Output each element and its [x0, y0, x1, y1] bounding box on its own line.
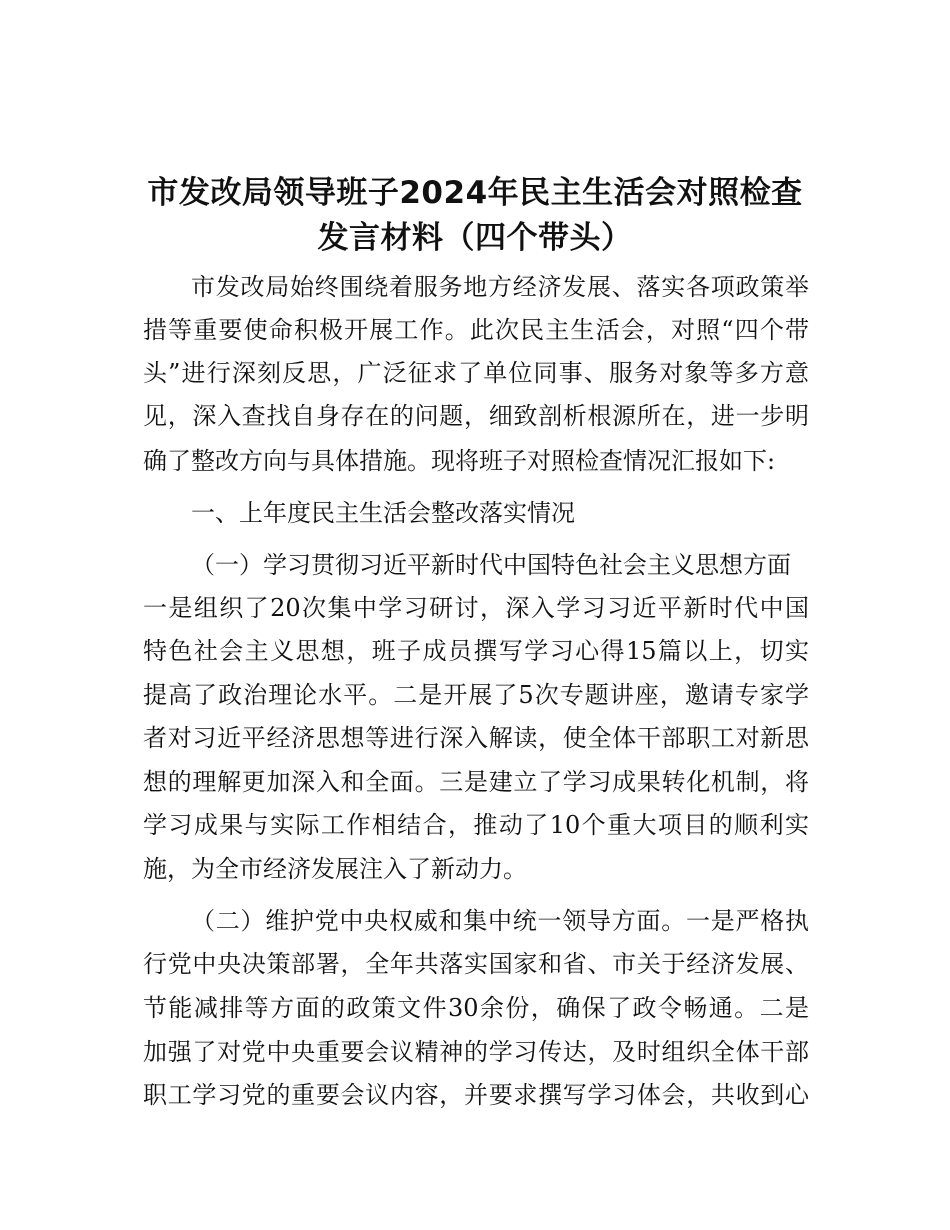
paragraph-line: 想的理解更加深入和全面。三是建立了学习成果转化机制，将: [143, 768, 809, 796]
paragraph-line: 施，为全市经济发展注入了新动力。: [143, 855, 527, 883]
paragraph-line: 见，深入查找自身存在的问题，细致剖析根源所在，进一步明: [143, 402, 809, 430]
section-heading: 一、上年度民主生活会整改落实情况: [191, 499, 575, 527]
paragraph-line: 加强了对党中央重要会议精神的学习传达，及时组织全体干部: [143, 1038, 809, 1066]
paragraph-line: 特色社会主义思想，班子成员撰写学习心得15篇以上，切实: [143, 637, 809, 665]
document-title-line-1: 市发改局领导班子2024年民主生活会对照检查: [147, 175, 803, 211]
paragraph-line: 学习成果与实际工作相结合，推动了10个重大项目的顺利实: [143, 811, 809, 839]
paragraph-line: 市发改局始终围绕着服务地方经济发展、落实各项政策举: [191, 273, 809, 301]
paragraph-line: 头”进行深刻反思，广泛征求了单位同事、服务对象等多方意: [143, 359, 809, 387]
paragraph-line: 一是组织了20次集中学习研讨，深入学习习近平新时代中国: [143, 594, 809, 622]
paragraph-line: 者对习近平经济思想等进行深入解读，使全体干部职工对新思: [143, 724, 809, 752]
document-title-line-2: 发言材料（四个带头）: [317, 220, 633, 256]
subsection-heading: （一）学习贯彻习近平新时代中国特色社会主义思想方面: [191, 551, 791, 579]
paragraph-line: 提高了政治理论水平。二是开展了5次专题讲座，邀请专家学: [143, 681, 809, 709]
paragraph-line: 行党中央决策部署，全年共落实国家和省、市关于经济发展、: [143, 950, 809, 978]
paragraph-line: （二）维护党中央权威和集中统一领导方面。一是严格执: [191, 907, 809, 935]
paragraph-line: 职工学习党的重要会议内容，并要求撰写学习体会，共收到心: [143, 1081, 809, 1109]
paragraph-line: 措等重要使命积极开展工作。此次民主生活会，对照“四个带: [143, 316, 809, 344]
paragraph-line: 节能减排等方面的政策文件30余份，确保了政令畅通。二是: [143, 994, 809, 1022]
paragraph-line: 确了整改方向与具体措施。现将班子对照检查情况汇报如下:: [143, 447, 776, 475]
